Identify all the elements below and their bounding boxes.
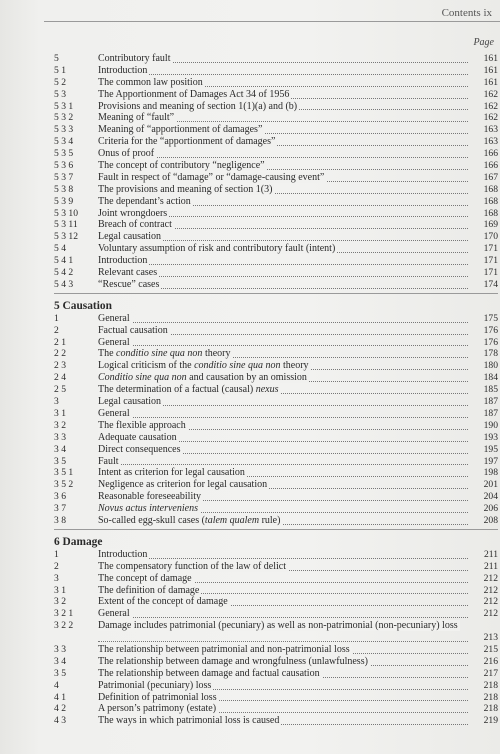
- toc-entry: [54, 172, 498, 184]
- entry-page-number: 161: [483, 53, 498, 64]
- entry-title: Relevant cases: [98, 267, 158, 279]
- entry-title: The concept of contributory “negligence”: [98, 160, 265, 172]
- entry-number: 3 1: [54, 407, 66, 419]
- entry-number: 3 5: [54, 455, 66, 467]
- entry-title: General: [98, 312, 130, 324]
- entry-page-number: 162: [483, 112, 498, 124]
- entry-number: 3 2: [54, 596, 66, 608]
- entry-title: Novus actus interveniens: [98, 503, 198, 515]
- toc-entry: [54, 372, 498, 384]
- entry-number: 3 6: [54, 491, 66, 503]
- entry-number: 5 3 2: [54, 112, 74, 124]
- chapter-title-causation: 5 Causation: [54, 299, 112, 312]
- toc-entry: [54, 561, 498, 573]
- entry-page-number: 187: [483, 396, 498, 408]
- entry-title: Reasonable foreseeability: [98, 491, 202, 503]
- entry-number: 2 4: [54, 372, 66, 384]
- entry-title: Extent of the concept of damage: [98, 596, 228, 608]
- entry-number: 2 2: [54, 348, 66, 360]
- entry-title: So-called egg-skull cases (talem qualem rule): [98, 514, 281, 526]
- entry-title: The common law position: [98, 76, 203, 88]
- entry-number: 1: [54, 312, 59, 324]
- toc-entry: [54, 348, 498, 360]
- entry-number: 3 4: [54, 655, 66, 667]
- entry-page-number: 170: [483, 231, 498, 243]
- entry-title: General: [98, 407, 130, 419]
- toc-entry: [54, 608, 498, 620]
- entry-number: 4 1: [54, 691, 66, 703]
- toc-entry: [54, 231, 498, 243]
- entry-title: Conditio sine qua non and causation by an omission: [98, 372, 307, 384]
- toc-entry: [54, 668, 498, 680]
- entry-page-number: 166: [483, 160, 498, 172]
- entry-title: Introduction: [98, 64, 148, 76]
- entry-number: 5 3 11: [54, 219, 78, 231]
- chapter-title-damage: 6 Damage: [54, 535, 103, 548]
- entry-page-number: 184: [483, 372, 498, 384]
- entry-page-number: 212: [483, 608, 498, 620]
- entry-number: 3 1: [54, 584, 66, 596]
- toc-entry: [54, 620, 498, 644]
- entry-title: Voluntary assumption of risk and contributory fault (intent): [98, 243, 336, 255]
- toc-entry: [54, 503, 498, 515]
- entry-number: 5 1: [54, 64, 66, 76]
- entry-number: 4 2: [54, 703, 66, 715]
- running-head: Contents ix: [441, 7, 492, 19]
- toc-entry: [54, 360, 498, 372]
- entry-number: 5: [54, 53, 59, 64]
- toc-entry: [54, 279, 498, 291]
- entry-number: 3 3: [54, 431, 66, 443]
- entry-page-number: 185: [483, 384, 498, 396]
- entry-number: 5 3 8: [54, 183, 74, 195]
- entry-page-number: 197: [483, 455, 498, 467]
- entry-page-number: 198: [483, 467, 498, 479]
- entry-title: The flexible approach: [98, 419, 186, 431]
- section-divider: [54, 293, 498, 294]
- entry-number: 5 4 3: [54, 278, 74, 290]
- toc-entry: [54, 692, 498, 704]
- entry-title: Adequate causation: [98, 431, 177, 443]
- entry-title: The provisions and meaning of section 1(3): [98, 183, 273, 195]
- entry-page-number: 211: [483, 548, 498, 560]
- entry-number: 5 3 12: [54, 231, 78, 243]
- toc-entry: [54, 703, 498, 715]
- entry-number: 1: [54, 548, 59, 560]
- entry-page-number: 161: [483, 64, 498, 76]
- entry-number: 2 3: [54, 360, 66, 372]
- toc-entry: [54, 219, 498, 231]
- entry-page-number: 171: [483, 255, 498, 267]
- toc-entry: [54, 515, 498, 527]
- entry-page-number: 193: [483, 431, 498, 443]
- section-divider: [54, 529, 498, 530]
- entry-page-number: 217: [483, 667, 498, 679]
- toc-entry: [54, 585, 498, 597]
- entry-page-number: 175: [483, 312, 498, 324]
- entry-title: Fault: [98, 455, 119, 467]
- toc-entry: [54, 596, 498, 608]
- entry-title: Introduction: [98, 548, 148, 560]
- entry-title: The Apportionment of Damages Act 34 of 1956: [98, 88, 290, 100]
- entry-title: The compensatory function of the law of delict: [98, 560, 286, 572]
- toc-entry: [54, 325, 498, 337]
- entry-page-number: 161: [483, 76, 498, 88]
- toc-entry: [54, 432, 498, 444]
- entry-page-number: 195: [483, 443, 498, 455]
- entry-page-number: 171: [483, 267, 498, 279]
- entry-page-number: 204: [483, 491, 498, 503]
- toc-entry: [54, 196, 498, 208]
- entry-number: 5 3: [54, 88, 66, 100]
- entry-page-number: 218: [483, 679, 498, 691]
- entry-title: Definition of patrimonial loss: [98, 691, 217, 703]
- toc-entry: [54, 444, 498, 456]
- entry-number: 5 3 5: [54, 148, 74, 160]
- entry-page-number: 162: [483, 100, 498, 112]
- toc-entry: [54, 77, 498, 89]
- entry-title: Contributory fault: [98, 53, 171, 64]
- entry-page-number: 163: [483, 124, 498, 136]
- entry-page-number: 212: [483, 584, 498, 596]
- entry-page-number: 166: [483, 148, 498, 160]
- toc-entry: [54, 148, 498, 160]
- entry-page-number: 211: [483, 560, 498, 572]
- toc-entry: [54, 255, 498, 267]
- toc-entry: [54, 715, 498, 727]
- entry-number: 5 4: [54, 243, 66, 255]
- entry-number: 2 5: [54, 384, 66, 396]
- entry-number: 3 5 2: [54, 479, 74, 491]
- entry-title: The conditio sine qua non theory: [98, 348, 231, 360]
- entry-title: Fault in respect of “damage” or “damage-causing event”: [98, 171, 325, 183]
- entry-title: Meaning of “fault”: [98, 112, 175, 124]
- entry-title: Provisions and meaning of section 1(1)(a) and (b): [98, 100, 298, 112]
- toc-entry: [54, 656, 498, 668]
- entry-number: 3 2: [54, 419, 66, 431]
- entry-number: 2 1: [54, 336, 66, 348]
- toc-entry: [54, 491, 498, 503]
- entry-title: Factual causation: [98, 324, 168, 336]
- toc-entry: [54, 65, 498, 77]
- entry-title: Legal causation: [98, 396, 162, 408]
- entry-number: 2: [54, 560, 59, 572]
- entry-page-number: 213: [483, 632, 498, 644]
- toc-entry: [54, 208, 498, 220]
- entry-number: 5 2: [54, 76, 66, 88]
- entry-title: The dependant’s action: [98, 195, 191, 207]
- entry-title: The determination of a factual (causal) nexus: [98, 384, 279, 396]
- entry-page-number: 180: [483, 360, 498, 372]
- entry-title: Patrimonial (pecuniary) loss: [98, 679, 212, 691]
- entry-title: The concept of damage: [98, 572, 192, 584]
- entry-page-number: 218: [483, 703, 498, 715]
- toc-entry: [54, 479, 498, 491]
- entry-number: 3: [54, 572, 59, 584]
- entry-title: Intent as criterion for legal causation: [98, 467, 245, 479]
- toc-entry: [54, 124, 498, 136]
- entry-title: Negligence as criterion for legal causation: [98, 479, 268, 491]
- entry-number: 3 2 2: [54, 620, 74, 632]
- toc-section-causation: [54, 313, 498, 527]
- entry-title: Criteria for the “apportionment of damages”: [98, 136, 276, 148]
- entry-page-number: 168: [483, 207, 498, 219]
- toc-entry: [54, 456, 498, 468]
- toc-entry: [54, 136, 498, 148]
- entry-number: 3 5 1: [54, 467, 74, 479]
- toc-section-damage: [54, 549, 498, 727]
- entry-number: 3 3: [54, 643, 66, 655]
- toc-entry: [54, 101, 498, 113]
- entry-title: A person’s patrimony (estate): [98, 703, 217, 715]
- toc-entry: [54, 112, 498, 124]
- entry-number: 5 3 9: [54, 195, 74, 207]
- entry-page-number: 190: [483, 419, 498, 431]
- header-rule: [44, 21, 500, 22]
- toc-entry: [54, 313, 498, 325]
- entry-title: General: [98, 336, 130, 348]
- dot-leader: [98, 641, 468, 642]
- entry-title: The relationship between damage and wrongfulness (unlawfulness): [98, 655, 368, 667]
- entry-title: General: [98, 608, 130, 620]
- toc-entry: [54, 573, 498, 585]
- entry-title: Legal causation: [98, 231, 162, 243]
- toc-entry: [54, 243, 498, 255]
- entry-page-number: 174: [483, 278, 498, 290]
- entry-number: 4: [54, 679, 59, 691]
- toc-entry: [54, 89, 498, 101]
- entry-title: The relationship between patrimonial and non-patrimonial loss: [98, 643, 350, 655]
- entry-page-number: 187: [483, 407, 498, 419]
- toc-entry: [54, 53, 498, 65]
- entry-page-number: 162: [483, 88, 498, 100]
- entry-title: The definition of damage: [98, 584, 200, 596]
- entry-page-number: 206: [483, 503, 498, 515]
- entry-page-number: 178: [483, 348, 498, 360]
- toc-entry: [54, 408, 498, 420]
- toc-section-contributory-fault: [54, 53, 498, 291]
- entry-page-number: 216: [483, 655, 498, 667]
- entry-number: 5 4 1: [54, 255, 74, 267]
- entry-page-number: 219: [483, 715, 498, 727]
- entry-number: 3 2 1: [54, 608, 74, 620]
- entry-number: 4 3: [54, 715, 66, 727]
- toc-entry: [54, 337, 498, 349]
- entry-page-number: 212: [483, 596, 498, 608]
- entry-title: Joint wrongdoers: [98, 207, 168, 219]
- toc-entry: [54, 396, 498, 408]
- entry-page-number: 176: [483, 324, 498, 336]
- entry-number: 3 4: [54, 443, 66, 455]
- toc-entry: [54, 549, 498, 561]
- entry-number: 5 3 10: [54, 207, 78, 219]
- entry-title: “Rescue” cases: [98, 278, 160, 290]
- entry-title: Damage includes patrimonial (pecuniary) as well as non-patrimonial (non-pecuniary) loss: [98, 620, 458, 632]
- entry-page-number: 167: [483, 171, 498, 183]
- entry-number: 3 8: [54, 514, 66, 526]
- entry-title: Onus of proof: [98, 148, 155, 160]
- entry-number: 5 3 4: [54, 136, 74, 148]
- entry-page-number: 169: [483, 219, 498, 231]
- toc-entry: [54, 184, 498, 196]
- entry-title: Logical criticism of the conditio sine qua non theory: [98, 360, 309, 372]
- toc-entry: [54, 644, 498, 656]
- entry-title: Breach of contract: [98, 219, 172, 231]
- page-column-label: Page: [473, 37, 494, 48]
- entry-page-number: 201: [483, 479, 498, 491]
- entry-number: 3 7: [54, 503, 66, 515]
- toc-entry: [54, 420, 498, 432]
- entry-title: Meaning of “apportionment of damages”: [98, 124, 263, 136]
- entry-number: 3: [54, 396, 59, 408]
- toc-entry: [54, 160, 498, 172]
- entry-number: 5 3 7: [54, 171, 74, 183]
- entry-page-number: 218: [483, 691, 498, 703]
- entry-number: 5 3 3: [54, 124, 74, 136]
- entry-number: 5 3 6: [54, 160, 74, 172]
- entry-page-number: 171: [483, 243, 498, 255]
- entry-page-number: 168: [483, 195, 498, 207]
- entry-title: Introduction: [98, 255, 148, 267]
- entry-page-number: 212: [483, 572, 498, 584]
- table-of-contents: [54, 53, 498, 727]
- entry-title: Direct consequences: [98, 443, 181, 455]
- entry-title: The relationship between damage and factual causation: [98, 667, 320, 679]
- entry-page-number: 176: [483, 336, 498, 348]
- entry-number: 5 3 1: [54, 100, 74, 112]
- entry-number: 3 5: [54, 667, 66, 679]
- entry-number: 2: [54, 324, 59, 336]
- toc-entry: [54, 467, 498, 479]
- entry-page-number: 168: [483, 183, 498, 195]
- entry-page-number: 215: [483, 643, 498, 655]
- entry-page-number: 163: [483, 136, 498, 148]
- toc-entry: [54, 384, 498, 396]
- entry-page-number: 208: [483, 514, 498, 526]
- toc-entry: [54, 680, 498, 692]
- entry-number: 5 4 2: [54, 267, 74, 279]
- entry-title: The ways in which patrimonial loss is caused: [98, 715, 280, 727]
- toc-entry: [54, 267, 498, 279]
